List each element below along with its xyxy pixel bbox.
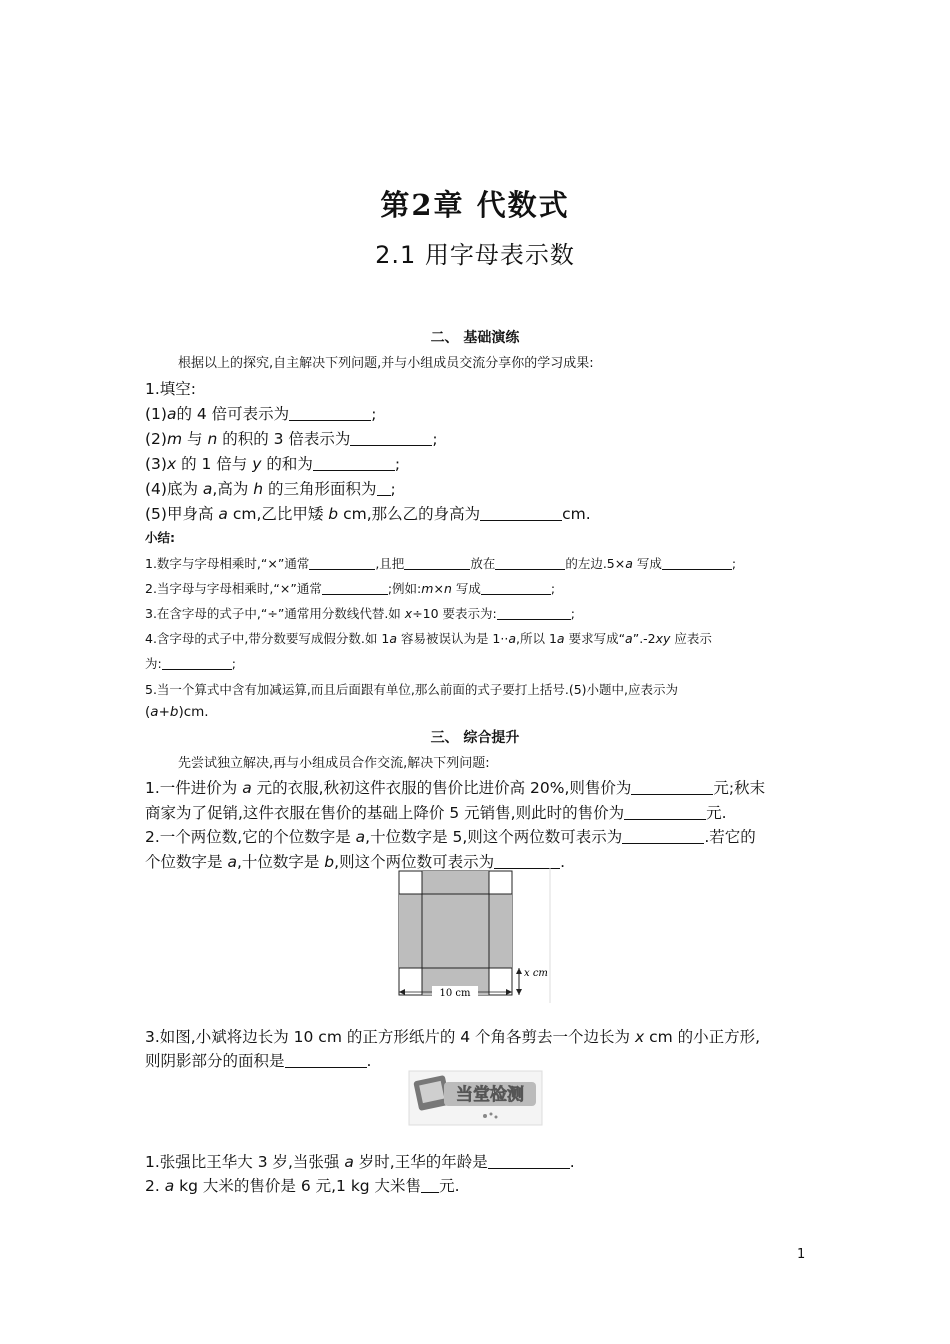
summary-4b: 为: ; xyxy=(145,656,236,671)
test-1: 1.张强比王华大 3 岁,当张强 a 岁时,王华的年龄是 . xyxy=(145,1153,575,1171)
answer-blank[interactable] xyxy=(289,406,371,421)
q1-4: (4)底为 a,高为 h 的三角形面积为 ; xyxy=(145,480,396,498)
width-label: 10 cm xyxy=(439,988,471,999)
summary-5: 5.当一个算式中含有加减运算,而且后面跟有单位,那么前面的式子要打上括号.(5)小题中,应表示为 xyxy=(145,682,679,697)
answer-blank[interactable] xyxy=(162,657,232,670)
summary-label: 小结: xyxy=(145,530,175,545)
q1-5: (5)甲身高 a cm,乙比甲矮 b cm,那么乙的身高为 cm. xyxy=(145,505,591,523)
answer-blank[interactable] xyxy=(309,557,375,570)
p2-line1: 2.一个两位数,它的个位数字是 a,十位数字是 5,则这个两位数可表示为 .若它的 xyxy=(145,828,756,846)
x-cm-label: x cm xyxy=(524,968,548,979)
page-number: 1 xyxy=(797,1247,806,1262)
q1-1: (1)a的 4 倍可表示为 ; xyxy=(145,405,377,423)
chapter-title: 第2章 代数式 xyxy=(380,188,570,222)
part2-heading: 二、 基础演练 xyxy=(430,330,520,346)
square-cutout-figure xyxy=(395,868,560,1003)
answer-blank[interactable] xyxy=(313,456,395,471)
answer-blank[interactable] xyxy=(350,431,432,446)
summary-3: 3.在含字母的式子中,“÷”通常用分数线代替.如 x÷10 要表示为: ; xyxy=(145,606,575,621)
answer-blank[interactable] xyxy=(285,1053,367,1068)
summary-1: 1.数字与字母相乘时,“×”通常 ,且把 放在 的左边.5×a 写成 ; xyxy=(145,556,737,571)
answer-blank[interactable] xyxy=(488,1154,570,1169)
answer-blank[interactable] xyxy=(404,557,470,570)
p3-line1: 3.如图,小斌将边长为 10 cm 的正方形纸片的 4 个角各剪去一个边长为 x cm 的小正方形, xyxy=(145,1028,761,1046)
part2-intro: 根据以上的探究,自主解决下列问题,并与小组成员交流分享你的学习成果: xyxy=(178,356,594,371)
answer-blank[interactable] xyxy=(662,557,732,570)
answer-blank[interactable] xyxy=(624,805,706,820)
section-title: 2.1 用字母表示数 xyxy=(375,241,575,269)
part3-intro: 先尝试独立解决,再与小组成员合作交流,解决下列问题: xyxy=(178,756,490,771)
q1-2: (2)m 与 n 的积的 3 倍表示为 ; xyxy=(145,430,438,448)
summary-2: 2.当字母与字母相乘时,“×”通常 ;例如:m×n 写成 ; xyxy=(145,581,556,596)
p1-line1: 1.一件进价为 a 元的衣服,秋初这件衣服的售价比进价高 20%,则售价为 元;秋末 xyxy=(145,779,766,797)
answer-blank[interactable] xyxy=(480,506,562,521)
part3-heading: 三、 综合提升 xyxy=(430,730,520,746)
test-2: 2. a kg 大米的售价是 6 元,1 kg 大米售 元. xyxy=(145,1177,460,1195)
answer-blank[interactable] xyxy=(494,854,560,869)
q1-label: 1.填空: xyxy=(145,380,197,398)
shaded-vertical-band xyxy=(422,871,489,995)
p1-line2: 商家为了促销,这件衣服在售价的基础上降价 5 元销售,则此时的售价为 元. xyxy=(145,804,727,822)
q1-3: (3)x 的 1 倍与 y 的和为 ; xyxy=(145,455,401,473)
answer-blank[interactable] xyxy=(377,481,391,496)
answer-blank[interactable] xyxy=(631,780,713,795)
answer-blank[interactable] xyxy=(622,829,704,844)
classroom-test-stamp xyxy=(408,1070,543,1126)
stamp-text: 当堂检测 xyxy=(456,1085,524,1105)
answer-blank[interactable] xyxy=(481,582,551,595)
summary-5b: (a+b)cm. xyxy=(145,704,209,720)
answer-blank[interactable] xyxy=(322,582,388,595)
summary-4: 4.含字母的式子中,带分数要写成假分数.如 1a 容易被误认为是 1··a,所以 1a 要求写成“a”.-2xy 应表示 xyxy=(145,631,712,646)
p2-line2: 个位数字是 a,十位数字是 b,则这个两位数可表示为 . xyxy=(145,853,566,871)
p3-line2: 则阴影部分的面积是 . xyxy=(145,1052,372,1070)
answer-blank[interactable] xyxy=(495,557,565,570)
answer-blank[interactable] xyxy=(421,1178,439,1193)
answer-blank[interactable] xyxy=(497,607,571,620)
